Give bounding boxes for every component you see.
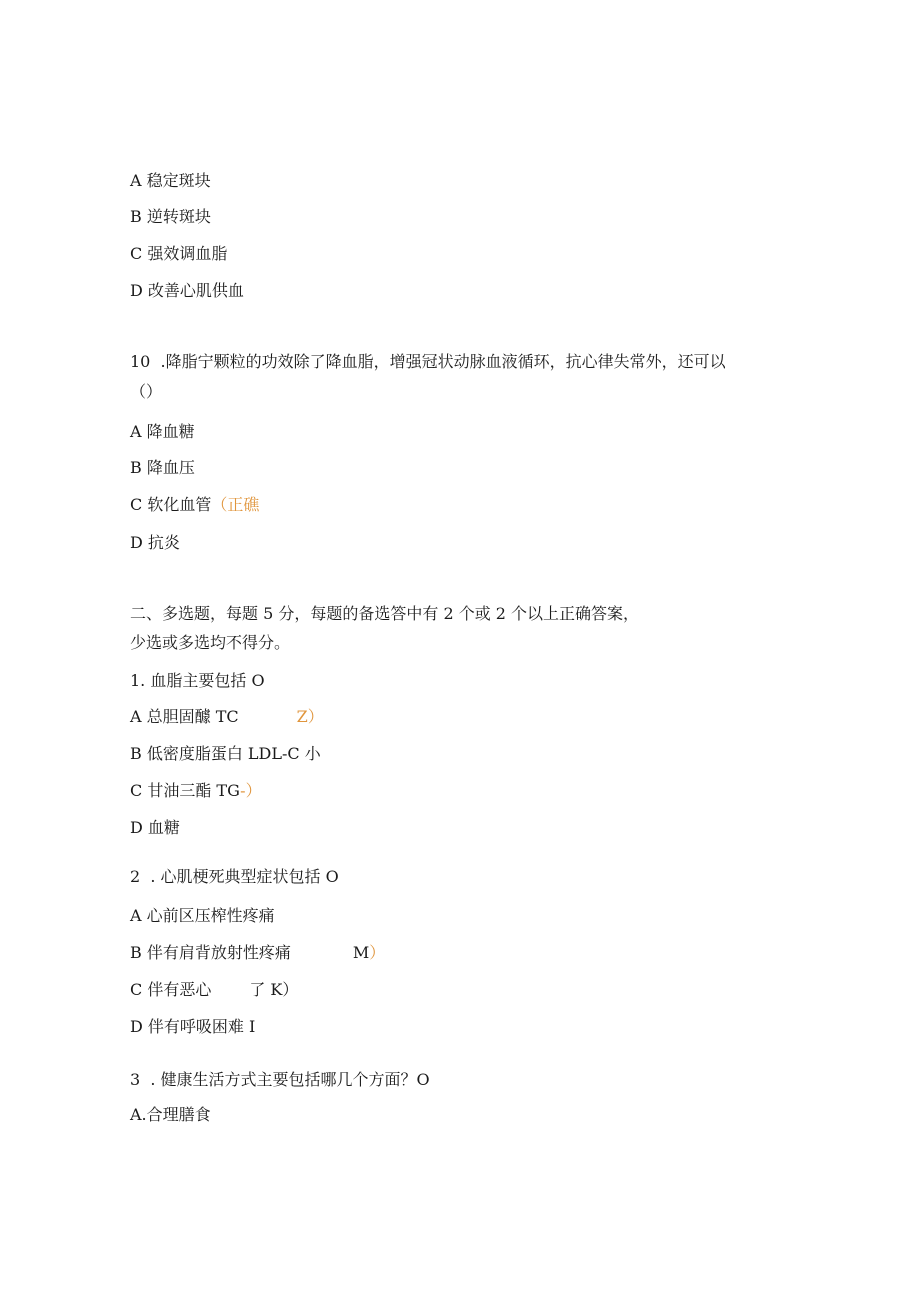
mq3-stem: 3 . 健康生活方式主要包括哪几个方面？O [130,1070,430,1089]
q10-option-c-mark: （正礁 [211,495,260,514]
section2-heading-line2: 少选或多选均不得分。 [130,633,291,652]
mq1-option-c-text: C 甘油三酯 TG [130,781,241,800]
q10-stem-line1: 10 .降脂宁颗粒的功效除了降血脂，增强冠状动脉血液循环，抗心律失常外，还可以 [130,352,726,371]
q9-option-b: B 逆转斑块 [130,207,211,226]
q9-option-d: D 改善心肌供血 [130,281,244,300]
q9-option-a: A 稳定斑块 [130,171,211,190]
mq2-option-b-mark2: ） [369,943,386,962]
mq1-option-c-mark: -） [240,781,262,800]
q10-option-d: D 抗炎 [130,533,180,552]
mq3-option-a: A.合理膳食 [130,1105,211,1124]
mq1-option-d: D 血糖 [130,818,180,837]
q10-stem-line2: （） [130,382,163,401]
mq2-option-c [130,980,298,1000]
mq2-option-b-mark1: M [352,943,370,962]
mq2-option-d: D 伴有呼吸困难 I [130,1017,256,1036]
mq1-option-c [130,781,262,801]
q10-option-a: A 降血糖 [130,422,195,441]
q10-option-c-text: C 软化血管 [130,495,212,514]
q10-option-b: B 降血压 [130,458,195,477]
section2-heading-line1: 二、多选题，每题 5 分，每题的备选答中有 2 个或 2 个以上正确答案， [130,604,640,623]
mq1-stem: 1. 血脂主要包括 O [130,671,265,690]
mq1-option-a-mark: Z） [296,707,324,726]
mq2-option-b [130,943,385,963]
mq2-option-c-mark: 了 K） [249,980,299,999]
mq2-option-a: A 心前区压榨性疼痛 [130,906,275,925]
mq1-option-b: B 低密度脂蛋白 LDL-C 小 [130,744,321,763]
q10-option-c [130,495,259,515]
mq2-option-b-text: B 伴有肩背放射性疼痛 [130,943,291,962]
mq1-option-a-text: A 总胆固醵 TC [130,707,239,726]
mq2-option-c-text: C 伴有恶心 [130,980,212,999]
mq1-option-a [130,707,324,727]
mq2-stem: 2 . 心肌梗死典型症状包括 O [130,867,339,886]
q9-option-c: C 强效调血脂 [130,244,228,263]
